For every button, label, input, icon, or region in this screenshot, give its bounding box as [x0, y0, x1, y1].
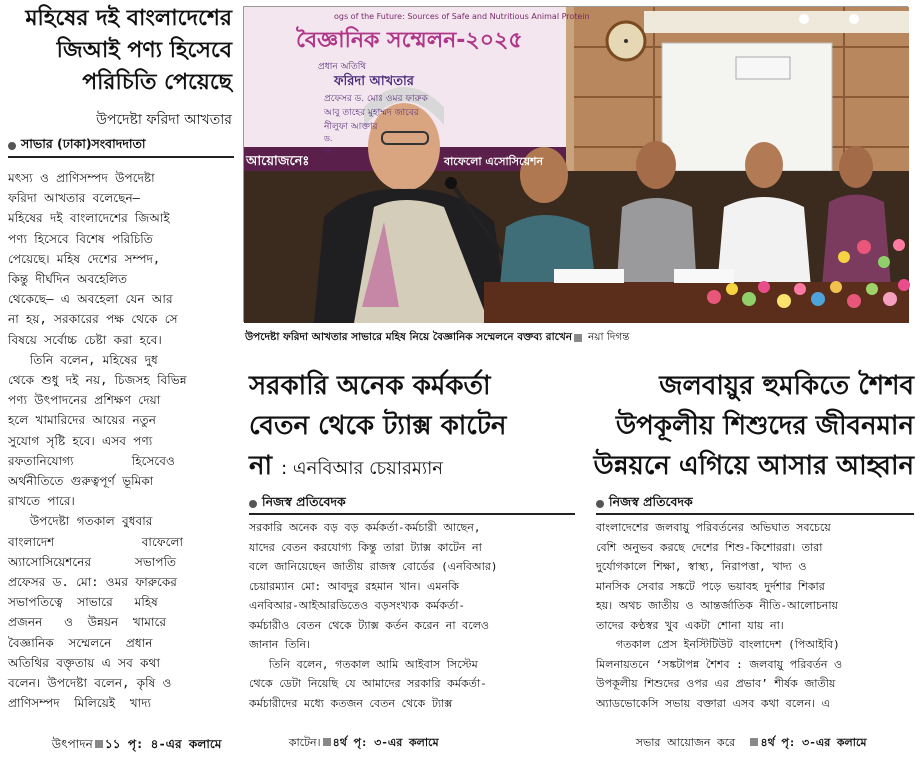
middle-body-line: তিনি বলেন, গতকাল আমি আইবাস সিস্টেম	[249, 657, 478, 671]
middle-body-line: কর্মচারীদের মধ্যে কতজন বেতন থেকে ট্যাক্স	[249, 696, 453, 710]
right-body-line: গতকাল প্রেস ইনস্টিটিউট বাংলাদেশ (পিআইবি)	[596, 638, 840, 651]
banner-organizer-right: বাফেলো এসোসিয়েশন	[444, 155, 544, 168]
left-byline	[8, 136, 234, 156]
square-icon	[323, 738, 331, 746]
right-article	[592, 358, 918, 749]
left-byline-text: সাভার (ঢাকা)সংবাদদাতা	[21, 136, 146, 151]
left-body	[8, 168, 236, 774]
left-body-line: অ্যাসোসিয়েশনের সভাপতি	[8, 554, 177, 569]
news-photo	[243, 6, 908, 322]
left-body-line: না হয়, সরকারের পক্ষ থেকে সে	[8, 312, 178, 327]
left-body-line: থেকেছে– এ অবহেলা যেন আর	[8, 292, 173, 307]
left-body-line: সুযোগ সৃষ্টি হবে। এসব পণ্য	[8, 433, 153, 448]
middle-body-line: জানান তিনি।	[249, 638, 311, 651]
photo-caption	[245, 330, 910, 347]
left-continuation: ১১ পৃ: ৪-এর কলামে	[104, 736, 222, 751]
left-body-line: পেয়েছে। মহিষ দেশের সম্পদ,	[8, 251, 161, 266]
banner-line: ড.	[324, 134, 333, 143]
left-body-line: থেকে শুধু দই নয়, চিজসহ বিভিন্ন	[8, 373, 187, 388]
right-byline	[596, 494, 914, 514]
left-body-line: রফতানিযোগ্য হিসেবেও	[8, 453, 175, 468]
banner-organizer: আয়োজনেঃ	[246, 154, 310, 169]
left-body-line: প্রফেসর ড. মো: ওমর ফারুকের	[8, 575, 177, 590]
middle-headline-line-1: সরকারি অনেক কর্মকর্তা	[249, 371, 491, 401]
left-headline-line-2: জিআই পণ্য হিসেবে	[56, 38, 232, 63]
right-body-line: মানসিক সেবার সঙ্কটে পড়ে ভয়াবহ দুর্দশার শিকার	[596, 579, 825, 593]
right-body-line: তাদের কণ্ঠস্বর খুব একটা শোনা যায় না।	[596, 618, 784, 632]
caption-source: নয়া দিগন্ত	[588, 331, 630, 343]
left-body-line: হলে খামারিদের আয়ের নতুন	[8, 413, 156, 428]
left-headline-line-1: মহিষের দই বাংলাদেশের	[25, 6, 232, 31]
left-body-line: বিষয়ে সর্বোচ্চ চেষ্টা করা হবে।	[8, 332, 162, 347]
banner-line: ফরিদা আখতার	[334, 74, 414, 89]
middle-body-line: চেয়ারম্যান মো: আবদুর রহমান খান। এমনকি	[249, 579, 459, 593]
middle-byline	[249, 494, 575, 514]
right-headline-line-1: জলবায়ুর হুমকিতে শৈশব	[659, 371, 914, 401]
middle-continuation-line	[249, 713, 579, 772]
left-body-line: পণ্য উৎপাদনের প্রশিক্ষণ দেয়া	[8, 393, 161, 408]
left-body-line: প্রজনন ও উন্নয়ন খামারে	[8, 615, 167, 630]
right-body-line: বেশি অনুভব করছে দেশের শিশু-কিশোররা। তারা	[596, 540, 823, 554]
banner-title: বৈজ্ঞানিক সম্মেলন-২০২৫	[296, 28, 523, 53]
middle-headline-na: না	[249, 451, 273, 481]
square-icon	[750, 738, 758, 746]
left-body-line: মৎস্য ও প্রাণিসম্পদ উপদেষ্টা	[8, 171, 155, 185]
middle-headline-line-2: বেতন থেকে ট্যাক্স কাটেন	[249, 411, 507, 441]
right-body-line: বাংলাদেশের জলবায়ু পরিবর্তনের অভিঘাত সবচেয়ে	[596, 521, 831, 534]
left-last-word: উৎপাদন	[51, 736, 93, 751]
left-subhead: উপদেষ্টা ফরিদা আখতার	[96, 112, 232, 128]
middle-headline-suffix: : এনবিআর চেয়ারম্যান	[281, 458, 444, 479]
bullet-icon	[596, 500, 604, 508]
right-continuation: ৪র্থ পৃ: ৩-এর কলামে	[760, 735, 867, 749]
left-body-line: কিন্তু দীর্ঘদিন অবহেলিত	[8, 272, 128, 287]
left-body-line: তিনি বলেন, মহিষের দুধ	[8, 352, 158, 367]
middle-body-line: থেকে ডেটা নিয়েছি যে আমাদের সরকারি কর্মকর্তা-	[249, 677, 487, 690]
left-body-line: বৈজ্ঞানিক সম্মেলনে প্রধান	[8, 635, 153, 650]
middle-continuation: ৪র্থ পৃ: ৩-এর কলামে	[332, 735, 439, 749]
right-byline-rule	[596, 513, 914, 515]
left-continuation-line	[8, 713, 236, 774]
right-last-word: সভার আয়োজন করে	[635, 735, 736, 749]
middle-body-line: এনবিআর-আইআরডিতেও বড়সংখ্যক কর্মকর্তা-	[249, 599, 466, 612]
left-body-line: প্রাণিসম্পদ মিলিয়েই খাদ্য	[8, 696, 152, 711]
right-byline-text: নিজস্ব প্রতিবেদক	[609, 494, 693, 509]
right-continuation-line	[596, 713, 918, 772]
middle-article	[245, 358, 575, 749]
left-byline-rule	[8, 156, 234, 158]
middle-byline-rule	[249, 513, 575, 515]
middle-headline-line-3	[249, 446, 443, 489]
left-body-line: ফরিদা আখতার বলেছেন–	[8, 191, 140, 206]
left-body-line: বলেন। উপদেষ্টা বলেন, কৃষি ও	[8, 676, 172, 691]
banner-top: ogs of the Future: Sources of Safe and Nutritious Animal Protein	[334, 12, 590, 21]
middle-body-line: কর্মচারীও বেতন থেকে ট্যাক্স কর্তন করেন না বলেও	[249, 618, 489, 632]
middle-body-line: সরকারি অনেক বড় বড় কর্মকর্তা-কর্মচারী আছেন,	[249, 521, 481, 534]
bullet-icon	[249, 500, 257, 508]
left-body-line: পণ্য হিসেবে বিশেষ পরিচিতি	[8, 231, 153, 246]
right-body-line: অ্যাডভোকেসি সভায় বক্তারা এসব কথা বলেন। এ	[596, 696, 830, 710]
right-headline-line-3: উন্নয়নে এগিয়ে আসার আহ্বান	[593, 451, 914, 481]
square-icon	[95, 740, 103, 748]
left-body-line: অতিথির বক্তৃতায় এ সব কথা	[8, 655, 160, 670]
right-body-line: দুর্যোগকালে শিক্ষা, স্বাস্থ্য, নিরাপত্তা, খাদ্য ও	[596, 560, 807, 573]
left-headline-line-3: পরিচিতি পেয়েছে	[82, 70, 232, 95]
right-body-line: উপকূলীয় শিশুদের ওপর এর প্রভাব’ শীর্ষক জাতীয়	[596, 677, 836, 690]
left-body-line: অর্থনীতিতে গুরুত্বপূর্ণ ভূমিকা	[8, 474, 154, 489]
right-headline-line-2: উপকূলীয় শিশুদের জীবনমান	[615, 411, 914, 441]
banner-line: প্রধান অতিথি	[318, 62, 367, 72]
left-body-line: বাংলাদেশ বাফেলো	[8, 534, 184, 549]
middle-body-line: বলে জানিয়েছেন জাতীয় রাজস্ব বোর্ডের (এনবিআর)	[249, 560, 498, 573]
middle-body	[249, 518, 579, 772]
right-body-line: মিলনায়তনে ‘সঙ্কটাপন্ন শৈশব : জলবায়ু পরিবর্তন ও	[596, 657, 843, 671]
left-body-line: রাখতে পারে।	[8, 494, 75, 509]
right-body-line: হয়। অথচ জাতীয় ও আন্তর্জাতিক নীতি-আলোচনায়	[596, 599, 838, 612]
bullet-icon	[8, 142, 16, 150]
banner-line: ড.	[324, 146, 333, 155]
banner-line: প্রফেসর ড. মোঃ ওমর ফারুক	[324, 94, 428, 104]
middle-last-word: কাটেন।	[288, 735, 321, 749]
banner-line: নীলুফা আক্তার	[324, 122, 378, 132]
photo-illustration	[244, 7, 909, 323]
left-body-line: মহিষের দই বাংলাদেশের জিআই	[8, 211, 170, 226]
middle-byline-text: নিজস্ব প্রতিবেদক	[262, 494, 346, 509]
middle-body-line: যাদের বেতন করযোগ্য কিন্তু তারা ট্যাক্স কাটেন না	[249, 540, 482, 554]
caption-text: উপদেষ্টা ফরিদা আখতার সাভারে মহিষ নিয়ে বৈজ্ঞানিক সম্মেলনে বক্তব্য রাখেন	[245, 331, 572, 343]
square-icon	[574, 334, 582, 342]
left-body-line: সভাপতিত্বে সাভারে মহিষ	[8, 595, 158, 610]
right-body	[596, 518, 918, 772]
left-article	[0, 0, 236, 751]
banner-line: আবু তাহের মুহাম্মদ জাবের	[324, 108, 419, 118]
left-body-line: উপদেষ্টা গতকাল বুধবার	[8, 514, 153, 529]
